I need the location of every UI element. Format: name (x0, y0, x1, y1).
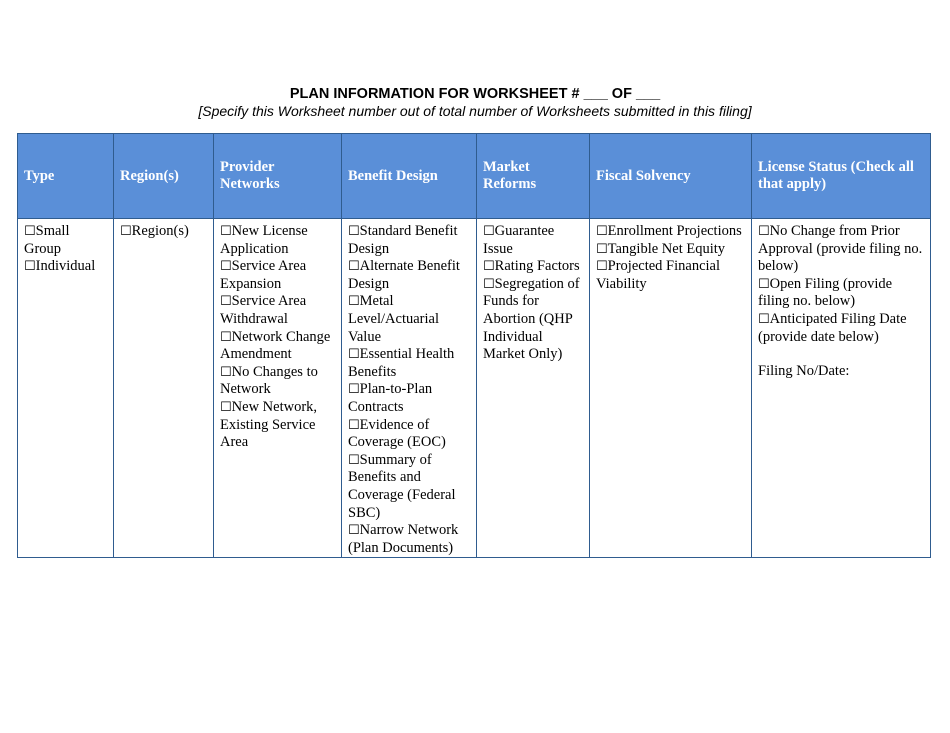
regions-cell (114, 219, 214, 558)
checkbox-icon[interactable]: ☐ (596, 241, 608, 257)
option-label: Guarantee Issue (483, 223, 555, 257)
checkbox-icon[interactable]: ☐ (758, 276, 770, 292)
option-label: Plan-to-Plan Contracts (348, 381, 433, 415)
column-header-regions: Region(s) (114, 134, 214, 219)
option-label: Summary of Benefits and Coverage (Federal SBC) (348, 451, 456, 521)
checkbox-icon[interactable]: ☐ (220, 329, 232, 345)
provider-networks-cell (214, 219, 342, 558)
checkbox-icon[interactable]: ☐ (483, 259, 495, 275)
option-label: Metal Level/Actuarial Value (348, 293, 439, 345)
checkbox-icon[interactable]: ☐ (348, 347, 360, 363)
checkbox-icon[interactable]: ☐ (348, 224, 360, 239)
market-option-guarantee-issue[interactable] (483, 223, 585, 258)
market-option-segregation-of-funds[interactable] (483, 276, 585, 364)
option-label: Alternate Benefit Design (348, 258, 460, 292)
worksheet-subtitle: [Specify this Worksheet number out of total number of Worksheets submitted in this filing] (198, 103, 752, 119)
spacer (758, 346, 926, 363)
benefit-option-metal-level-actuarial-value[interactable] (348, 293, 472, 346)
market-reforms-cell (477, 219, 590, 558)
market-option-rating-factors[interactable] (483, 258, 585, 276)
license-option-anticipated-filing-date[interactable] (758, 311, 926, 346)
checkbox-icon[interactable]: ☐ (483, 224, 495, 239)
option-label: Tangible Net Equity (607, 240, 726, 257)
option-label: Essential Health Benefits (348, 346, 455, 380)
fiscal-option-enrollment-projections[interactable] (596, 223, 747, 241)
checkbox-icon[interactable]: ☐ (348, 382, 360, 398)
table-header-row (18, 134, 931, 219)
benefit-option-standard-benefit-design[interactable] (348, 223, 472, 258)
option-label: Evidence of Coverage (EOC) (348, 416, 446, 451)
checkbox-icon[interactable]: ☐ (758, 311, 770, 327)
checkbox-icon[interactable]: ☐ (596, 224, 608, 239)
fiscal-solvency-cell (590, 219, 752, 558)
fiscal-option-projected-financial-viability[interactable] (596, 258, 747, 293)
benefit-design-cell (342, 219, 477, 558)
checkbox-icon[interactable]: ☐ (483, 276, 495, 292)
option-label: Region(s) (131, 223, 189, 239)
type-option-small-group[interactable] (24, 223, 109, 258)
benefit-option-alternate-benefit-design[interactable] (348, 258, 472, 293)
option-label: Standard Benefit Design (348, 223, 458, 257)
worksheet-title: PLAN INFORMATION FOR WORKSHEET # ___ OF ___ (289, 86, 661, 102)
provider-option-no-changes-to-network[interactable] (220, 364, 337, 399)
column-header-type: Type (18, 134, 114, 219)
option-label: Rating Factors (494, 258, 580, 275)
checkbox-icon[interactable]: ☐ (24, 259, 36, 275)
provider-option-new-license-application[interactable] (220, 223, 337, 258)
option-label: Network Change Amendment (220, 328, 331, 363)
column-header-provider-networks: Provider Networks (214, 134, 342, 219)
option-label: Individual (35, 258, 96, 275)
option-label: Narrow Network (Plan Documents) (348, 522, 459, 556)
checkbox-icon[interactable]: ☐ (220, 399, 232, 415)
checkbox-icon[interactable]: ☐ (220, 294, 232, 310)
checkbox-icon[interactable]: ☐ (348, 294, 360, 310)
option-label: Anticipated Filing Date (provide date below) (758, 310, 907, 345)
column-header-market-reforms: Market Reforms (477, 134, 590, 219)
provider-option-service-area-withdrawal[interactable] (220, 293, 337, 328)
license-option-open-filing[interactable] (758, 276, 926, 311)
type-option-individual[interactable] (24, 258, 109, 276)
benefit-option-essential-health-benefits[interactable] (348, 346, 472, 381)
type-cell (18, 219, 114, 558)
option-label: New License Application (220, 223, 308, 257)
checkbox-icon[interactable]: ☐ (120, 224, 132, 239)
region-option[interactable] (120, 223, 209, 241)
fiscal-option-tangible-net-equity[interactable] (596, 241, 747, 259)
provider-option-new-network-existing-service-area[interactable] (220, 399, 337, 452)
provider-option-service-area-expansion[interactable] (220, 258, 337, 293)
checkbox-icon[interactable]: ☐ (220, 364, 232, 380)
checkbox-icon[interactable]: ☐ (758, 224, 770, 239)
option-label: Projected Financial Viability (596, 258, 720, 292)
table-row (18, 219, 931, 558)
checkbox-icon[interactable]: ☐ (348, 452, 360, 468)
filing-no-date-label: Filing No/Date: (758, 363, 850, 380)
option-label: Open Filing (provide filing no. below) (758, 275, 893, 310)
license-status-cell (752, 219, 931, 558)
benefit-option-narrow-network[interactable] (348, 522, 472, 557)
option-label: No Changes to Network (220, 363, 318, 398)
checkbox-icon[interactable]: ☐ (348, 417, 360, 433)
column-header-fiscal-solvency: Fiscal Solvency (590, 134, 752, 219)
checkbox-icon[interactable]: ☐ (348, 523, 360, 539)
option-label: Enrollment Projections (607, 223, 742, 239)
option-label: Small Group (24, 223, 70, 257)
plan-information-table (17, 133, 931, 558)
benefit-option-summary-of-benefits[interactable] (348, 452, 472, 522)
checkbox-icon[interactable]: ☐ (596, 259, 608, 275)
option-label: Segregation of Funds for Abortion (QHP Individual Market Only) (483, 275, 580, 363)
option-label: New Network, Existing Service Area (220, 398, 318, 451)
option-label: Service Area Expansion (220, 258, 307, 292)
option-label: Service Area Withdrawal (220, 293, 307, 327)
provider-option-network-change-amendment[interactable] (220, 329, 337, 364)
checkbox-icon[interactable]: ☐ (220, 259, 232, 275)
checkbox-icon[interactable]: ☐ (348, 259, 360, 275)
column-header-license-status: License Status (Check all that apply) (752, 134, 931, 219)
checkbox-icon[interactable]: ☐ (220, 224, 232, 239)
benefit-option-plan-to-plan-contracts[interactable] (348, 381, 472, 416)
checkbox-icon[interactable]: ☐ (24, 224, 36, 239)
benefit-option-evidence-of-coverage[interactable] (348, 417, 472, 452)
license-option-no-change[interactable] (758, 223, 926, 276)
column-header-benefit-design: Benefit Design (342, 134, 477, 219)
option-label: No Change from Prior Approval (provide filing no. below) (758, 223, 923, 275)
